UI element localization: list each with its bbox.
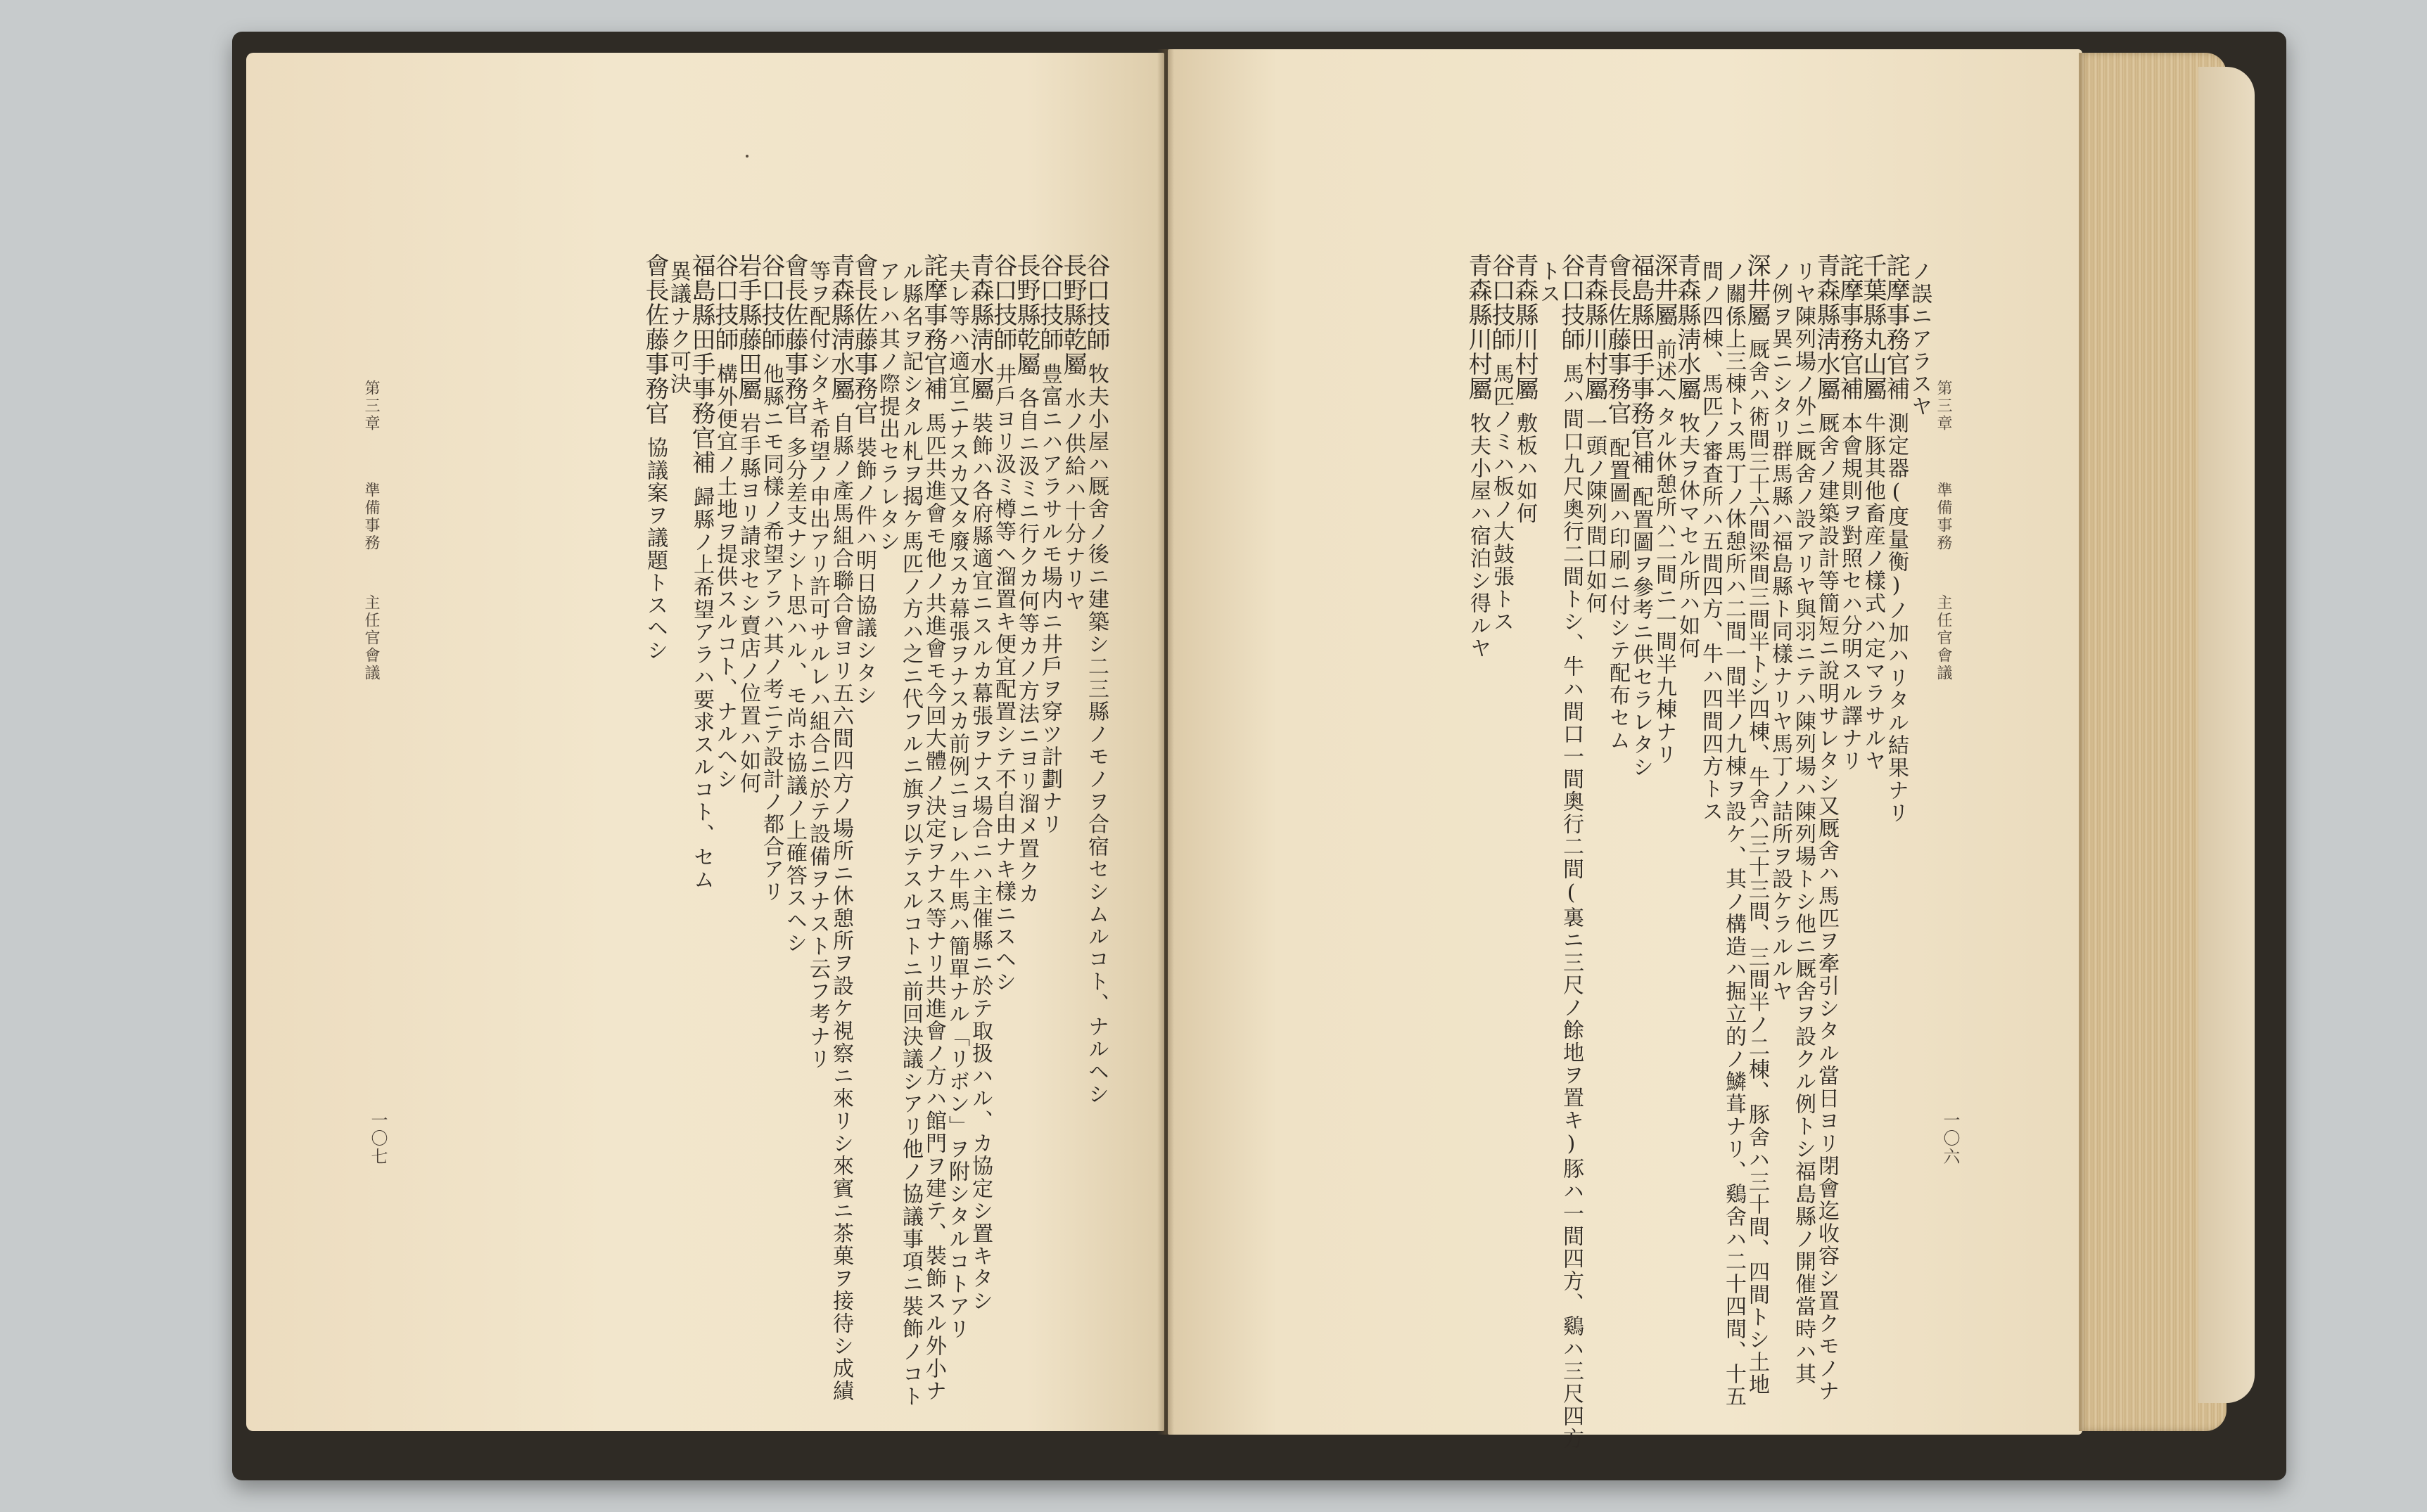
line-text: 裝飾ノ件ハ明日協議シタシ — [852, 437, 877, 707]
speaker-name: 會長佐藤事務官 — [1603, 253, 1631, 425]
text-line — [782, 253, 807, 954]
text-line — [1489, 253, 1514, 633]
line-text: 前述ヘタル休憩所ハ二間ニ一間半九棟ナリ — [1652, 338, 1676, 766]
section-label: 準備事務 — [1935, 482, 1952, 552]
text-line — [1674, 253, 1700, 660]
line-text: 他縣ニモ同樣ノ希望アラハ其ノ考ニテ設計ノ都合アリ — [759, 363, 784, 903]
line-text: ル縣名ヲ記シタル札ヲ揭ケ馬匹ノ方ハ之ニ代フルニ旗ヲ以テスルコトニ前回決議シアリ他ノ協議事項ニ裝飾ノコト — [898, 260, 923, 1408]
speaker-name: 谷口技師 — [1487, 253, 1515, 352]
line-text: 牧夫小屋ハ厩舍ノ後ニ建築シ二三縣ノモノヲ合宿セシムルコト、ナルヘシ — [1084, 363, 1109, 1106]
text-line — [805, 260, 830, 1070]
text-line — [1906, 260, 1932, 418]
speaker-name: 福島縣田手事務官補 — [687, 253, 715, 475]
line-text: 牧夫小屋ハ宿泊シ得ルヤ — [1466, 412, 1491, 660]
left-folio: 一〇七 — [368, 1111, 388, 1166]
text-line — [1465, 253, 1491, 660]
speaker-name: 會長佐藤事務官 — [780, 253, 808, 425]
text-line — [898, 260, 923, 1408]
text-line — [712, 253, 737, 790]
book-gutter — [1157, 49, 1174, 1435]
line-text: ノ例ヲ異ニシタリ群馬縣ハ福島縣ト同樣ナリヤ馬丁ノ詰所ヲ設ケラルルヤ — [1768, 260, 1792, 1003]
line-text: 豊富ニハアラサルモ場内ニ井戶ヲ穿ツ計劃ナリ — [1038, 363, 1062, 835]
text-line — [1767, 260, 1792, 1003]
speaker-name: 青森縣淸水屬 — [966, 253, 994, 401]
chapter-label: 第三章 — [1935, 380, 1952, 433]
line-text: リヤ陳列場ノ外ニ厩舍ノ設アリヤ與羽ニテハ陳列場ハ陳列場トシ他ニ厩舍ヲ設クル例トシ福島縣ノ開催當時ハ其 — [1791, 260, 1816, 1385]
speaker-name: 谷口技師 — [757, 253, 785, 352]
text-line — [1581, 253, 1607, 615]
text-line — [642, 253, 668, 662]
text-line — [689, 253, 714, 891]
line-text: 協議案ヲ議題トスヘシ — [643, 437, 668, 662]
speaker-name: 谷口技師 — [989, 253, 1017, 352]
text-line — [1628, 253, 1653, 779]
line-text: 岩手縣ヨリ請求セシ賣店ノ位置ハ如何 — [736, 412, 760, 795]
text-line — [1651, 253, 1676, 766]
page-edges — [2079, 53, 2227, 1431]
speaker-name: 青森縣川村屬 — [1580, 253, 1608, 401]
speaker-name: 谷口技師 — [1557, 253, 1585, 352]
line-text: 多分差支ナシト思ハル、モ尚ホ協議ノ上確答スヘシ — [782, 437, 807, 954]
chapter-label: 第三章 — [362, 380, 380, 433]
text-line — [1014, 253, 1039, 905]
speaker-name: 青森縣川村屬 — [1510, 253, 1539, 401]
topic-label: 主任官會議 — [362, 594, 380, 682]
speaker-name: 長野縣乾屬 — [1012, 253, 1040, 376]
text-line — [1744, 253, 1769, 1396]
text-line — [1721, 260, 1746, 1408]
speaker-name: 岩手縣藤田屬 — [734, 253, 762, 401]
line-text: トス — [1536, 260, 1560, 305]
speaker-name: 深井屬 — [1743, 253, 1771, 327]
speaker-name: 青森縣淸水屬 — [1812, 253, 1840, 401]
line-text: 馬ハ間口九尺奧行二間トシ、牛ハ間口一間奧行二間(裏ニ三尺ノ餘地ヲ置キ)豚ハ一間四方、鷄ハ三尺四方 — [1559, 363, 1584, 1450]
section-label: 準備事務 — [362, 482, 380, 552]
speaker-name: 青森縣淸水屬 — [827, 253, 855, 401]
speaker-name: 會長佐藤事務官 — [850, 253, 878, 425]
line-text: 等ヲ配付シタキ希望ノ申出アリ許可サルレハ組合ニ於テ設備ヲナスト云フ考ナリ — [805, 260, 830, 1070]
line-text: 自縣ノ產馬組合聯合會ヨリ五六間四方ノ場所ニ休憩所ヲ設ケ視察ニ來リシ來賓ニ茶菓ヲ接待シ成績 — [829, 412, 853, 1402]
line-text: 水ノ供給ハ十分ナリヤ — [1061, 387, 1085, 613]
line-text: 敷板ハ如何 — [1512, 412, 1537, 525]
text-line — [1814, 253, 1839, 1402]
paper-speck — [746, 155, 749, 158]
speaker-name: 青森縣淸水屬 — [1673, 253, 1701, 401]
line-text: 牧夫ヲ休マセル所ハ如何 — [1675, 412, 1700, 660]
speaker-name: 深井屬 — [1650, 253, 1678, 327]
text-line — [1512, 253, 1537, 525]
line-text: 構外便宜ノ土地ヲ提供スルコト、ナルヘシ — [713, 363, 737, 790]
line-text: ノ關係上三棟トス馬丁ノ休憩所ハ二間一間半ノ九棟ヲ設ケ、其ノ構造ハ掘立的ノ鱗葺ナリ、鷄舍ハ二十四間、十五 — [1721, 260, 1746, 1408]
speaker-name: 千葉縣丸山屬 — [1859, 253, 1887, 401]
line-text: アレハ其ノ際提出セラレタシ — [875, 260, 900, 553]
speaker-name: 長野縣乾屬 — [1059, 253, 1087, 376]
line-text: 測定器(度量衡)ノ加ハリタル結果ナリ — [1884, 412, 1909, 824]
line-text: 配置圖ハ印刷ニ付シテ配布セム — [1605, 437, 1630, 752]
text-line — [1790, 260, 1816, 1385]
text-line — [758, 253, 784, 903]
text-line — [1037, 253, 1062, 835]
text-line — [828, 253, 853, 1402]
text-line — [1860, 253, 1885, 772]
right-folio: 一〇六 — [1940, 1111, 1960, 1166]
line-text: 井戶ヨリ汲ミ樽等ヘ溜置キ便宜配置シテ不自由ナキ樣ニスヘシ — [991, 363, 1016, 993]
line-text: 各自ニ汲ミニ行クカ何等カノ方法ニヨリ溜メ置クカ — [1014, 387, 1039, 905]
line-text: 牛豚其他畜産ノ樣式ハ定マラサルヤ — [1861, 412, 1885, 772]
line-text: 厩舍ノ建築設計等簡短ニ說明サレタシ又厩舍ハ馬匹ヲ牽引シタル當日ヨリ閉會迄收容シ置クモノナ — [1814, 412, 1839, 1402]
speaker-name: 詫摩事務官補 — [1882, 253, 1910, 401]
line-text: 配置圖ヲ參考ニ供セラレタシ — [1629, 486, 1653, 779]
text-line — [1558, 253, 1584, 1450]
line-text: 間ノ四棟、馬匹ノ審査所ハ五間四方、牛ハ四間四方トス — [1698, 260, 1723, 823]
text-line — [990, 253, 1016, 993]
speaker-name: 詫摩事務官補 — [1835, 253, 1864, 401]
line-text: 本會規則ヲ對照セハ分明スル譯ナリ — [1837, 412, 1862, 772]
left-running-head — [362, 380, 379, 682]
text-line — [1535, 260, 1560, 305]
text-line — [944, 260, 969, 1340]
line-text: 厩舍ハ術間三十六間梁間三間半トシ四棟、牛舍ハ三十三間、三間半ノ二棟、豚舍ハ三十間、四間トシ土地 — [1745, 338, 1769, 1396]
speaker-name: 會長佐藤事務官 — [641, 253, 669, 425]
text-line — [735, 253, 760, 795]
topic-label: 主任官會議 — [1935, 594, 1952, 682]
speaker-name: 谷口技師 — [1082, 253, 1110, 352]
line-text: 異議ナク可決 — [666, 260, 691, 395]
text-line — [1060, 253, 1085, 613]
text-line — [1837, 253, 1862, 772]
text-line — [851, 253, 877, 707]
line-text: 夫レ等ハ適宜ニナスカ又タ廢スカ幕張ヲナスカ前例ニヨレハ牛馬ハ簡單ナル「リボン」ヲ附シタルコトアリ — [945, 260, 969, 1340]
text-line — [1883, 253, 1909, 824]
right-running-head — [1935, 380, 1951, 682]
text-line — [1697, 260, 1723, 823]
text-line — [1605, 253, 1630, 752]
line-text: 歸縣ノ上希望アラハ要求スルコト、セム — [689, 486, 714, 891]
line-text: 一頭ノ陳列間口如何 — [1582, 412, 1607, 615]
text-line — [1083, 253, 1109, 1106]
speaker-name: 福島縣田手事務官補 — [1626, 253, 1655, 475]
text-line — [665, 260, 691, 395]
text-line — [921, 253, 946, 1402]
speaker-name: 詫摩事務官補 — [919, 253, 948, 401]
speaker-name: 谷口技師 — [1036, 253, 1064, 352]
speaker-name: 青森縣川村屬 — [1464, 253, 1492, 401]
line-text: ノ誤ニアラスヤ — [1907, 260, 1932, 418]
line-text: 裝飾ハ各府縣適宜ニスルカ幕張ヲナス場合ニハ主催縣ニ於テ取扱ハル、カ協定シ置キタシ — [968, 412, 993, 1312]
line-text: 馬匹共進會モ他ノ共進會モ今回大體ノ決定ヲナス等ナリ共進會ノ方ハ館門ヲ建テ、裝飾スル外小ナ — [922, 412, 946, 1402]
line-text: 馬匹ノミハ板ノ大鼓張トス — [1489, 363, 1514, 633]
text-line — [874, 260, 900, 553]
speaker-name: 谷口技師 — [711, 253, 739, 352]
text-line — [967, 253, 993, 1312]
